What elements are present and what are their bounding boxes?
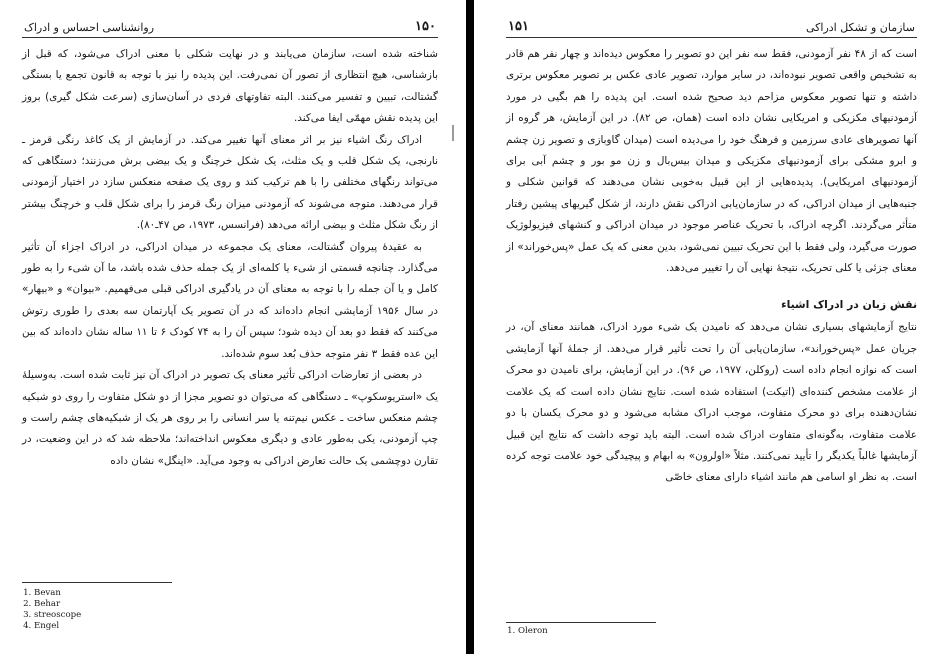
left-page-body [22, 44, 438, 472]
page-number: ۱۵۰ [415, 19, 436, 34]
left-page [0, 0, 466, 654]
running-title: روانشناسی احساس و ادراک [24, 21, 155, 34]
footnotes [22, 588, 81, 632]
paragraph: شناخته شده است، سازمان می‌یابند و در نهایت شکلی با معنی ادراک می‌شود، که قبل از بازشناسی، هیچ انتظاری از تصور آن نمی‌رفت. این پدیده را نیز با توجه به قانون تجمع یا بستگی گشتالت، تبیین و تفسیر می‌کنند. البته تفاوتهای فردی در آسان‌سازی (سرعت شکل گیری) بروز این پدیده نقش مهمّی ایفا می‌کند. [22, 48, 438, 125]
right-page-header [506, 12, 917, 38]
paragraph: نتایج آزمایشهای بسیاری نشان می‌دهد که نامیدن یک شیء مورد ادراک، همانند معنای آن، در جریان عمل «پس‌خوراند»، سازمان‌یابی آن را تحت تأثیر قرار می‌دهد. از جملهٔ آنها آزمایشی است که نوازه انجام داده است (روکلن، ۱۹۷۷، ص ۹۶). در این آزمایش، برای نامیدن دو محرک از علامت مشخص کننده‌ای (اتیکت) استفاده شده است. نتایج نشان داده است که یک علامت نشان‌دهنده برای دو محرک متفاوت، موجب ادراک مشابه می‌شود و دو محرک یکسان با دو علامت متفاوت، به‌گونه‌ای متفاوت ادراک شده است. البته باید توجه داشت که نتایج این قبیل آزمایشها غالباً یکدیگر را تأیید نمی‌کنند. مثلاً «اولرون» به ابهام و پیچیدگی خود علامت توجه کرده است. به نظر او اسامی هم مانند اشیاء دارای معنای خاصّی [506, 321, 918, 484]
paragraph: به عقیدهٔ پیروان گشتالت، معنای یک مجموعه در میدان ادراکی، در ادراک اجزاء آن تأثیر می‌گذارد. چنانچه قسمتی از شیء یا کلمه‌ای از یک جمله حذف شده باشد، ما آن شیء را به طور کامل و یا آن جمله را با توجه به معنای آن در یادگیری ادراکی قبلی می‌فهمیم. «بیوان» و «بیهار» در سال ۱۹۵۶ آزمایشی انجام داده‌اند که در آن تصویر یک آپارتمان سه بعدی را طوری رتوش می‌کنند که فقط دو بعد آن دیده شود؛ سپس آن را به ۷۴ کودک ۶ تا ۱۱ ساله نشان داده‌اند که بین این عده فقط ۳ نفر متوجه حذف بُعد سوم شده‌اند. [22, 240, 438, 360]
footnote-divider [506, 622, 656, 623]
footnote-item: 4. Engel [34, 621, 81, 632]
paragraph: در بعضی از تعارضات ادراکی تأثیر معنای یک تصویر در ادراک آن نیز ثابت شده است. به‌وسیلهٔ یک «استریوسکوپ» ـ دستگاهی که می‌توان دو تصویر مجزا از دو شکل متفاوت را روی دو شبکیه چشم منعکس ساخت ـ عکس نیم‌تنه یا سر انسانی را بر روی هر یک از شبکیه‌های چشم راست و چپ آزمودنی، یکی به‌طور عادی و دیگری معکوس انداخته‌اند؛ ملاحظه شد که در این وضعیت، در تقارن دوچشمی یک حالت تعارض ادراکی به وجود می‌آید. «اینگل» نشان داده [22, 369, 438, 467]
page-number: ۱۵۱ [508, 19, 529, 34]
footnote-item: 3. streoscope [34, 610, 81, 621]
footnote-item: 1. Bevan [34, 588, 81, 599]
book-gutter [466, 0, 474, 654]
running-title: سازمان و تشکل ادراکی [805, 21, 915, 34]
right-page-body [506, 44, 917, 489]
left-page-header [22, 12, 438, 38]
margin-mark [452, 125, 454, 141]
footnote-item: 1. Oleron [518, 626, 548, 637]
footnote-item: 2. Behar [34, 599, 81, 610]
footnotes [506, 626, 548, 637]
section-heading: نقش زبان در ادراک اشیاء [781, 298, 917, 312]
paragraph: است که از ۴۸ نفر آزمودنی، فقط سه نفر این دو تصویر را معکوس دیده‌اند و چهار نفر هم قادر به تشخیص واقعی تصویر نبوده‌اند، در سایر موارد، تصویر عادی عکس بر تصویر معکوس برتری داشته و تنها تصویر معکوس مزاحم دید صحیح شده است. این پدیده را هم بگیی در مورد آزمودنیهای مکزیکی و امریکایی نشان داده است (همان، ص ۸۲). در این آزمایش، هر گروه از آنها تصویرهای عادی سرزمین و فرهنگ خود را می‌دیده است (میدان گاوبازی و تصویر زن چشم و ابرو مشکی برای آزمودنیهای مکزیکی و میدان بیس‌بال و زن مو بور و چشم آبی برای آزمودنیهای امریکایی). پدیده‌هایی از این قبیل به‌خوبی نشان می‌دهند که قوانین شکلی و جنبه‌هایی از میدان ادراکی، که در سازمان‌یابی ادراکی نقش دارند، از شکل گیریهای پیشین رفتار متأثر می‌گردند. اگرچه ادراک، با تحریک عناصر موجود در میدان ادراکی و کنشهای فیزیولوژیک صورت می‌گیرد، ولی فقط با این تحریک تبیین نمی‌شود، بدین معنی که یک عمل «پس‌خوراند» از معنای جزئی یا کلی تحریک، نتیجهٔ نهایی آن را تغییر می‌دهد. [506, 48, 917, 275]
right-page [474, 0, 937, 654]
footnote-divider [22, 582, 172, 583]
paragraph: ادراک رنگ اشیاء نیز بر اثر معنای آنها تغییر می‌کند. در آزمایش از یک کاغذ رنگی قرمز ـ نارنجی، یک شکل قلب و یک مثلث، یک شکل خرچنگ و یک بیضی برش می‌زنند؛ دستگاهی که می‌تواند رنگهای مختلفی را با هم ترکیب کند و روی یک صفحه منعکس سازد در اختیار آزمودنی قرار می‌دهند. متوجه می‌شوند که آزمودنی میزان رنگ قرمز را برای شکل قلب و خرچنگ بیشتر از رنگ شکل مثلث و بیضی ارائه می‌دهد (فرانسس، ۱۹۷۳، ص ۴۷ـ۸۰). [22, 133, 438, 232]
